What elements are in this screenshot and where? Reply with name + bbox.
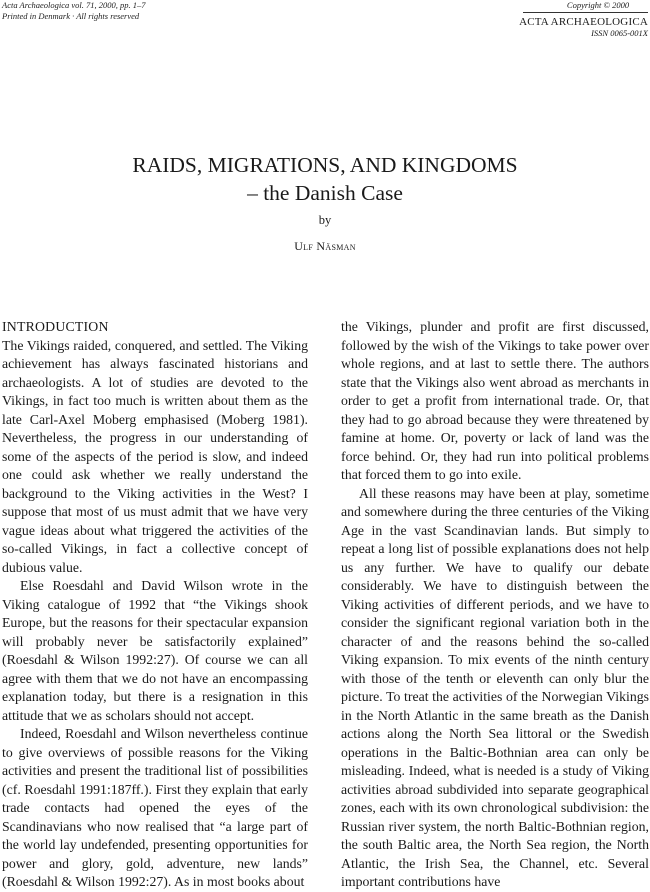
right-column — [341, 318, 649, 892]
journal-citation — [2, 0, 146, 22]
paragraph: Else Roesdahl and David Wilson wrote in the Viking catalogue of 1992 that “the Vikings shook Europe, but the reasons for their spectacular expansion will probably never be satisfactorily explained” (Roesdahl & Wilson 1992:27). Of course we can all agree with them that we do not have an encompassing explanation today, but there is a resignation in this attitude that we as scholars should not accept. — [2, 578, 308, 723]
masthead-rule — [523, 12, 648, 13]
paragraph: Indeed, Roesdahl and Wilson nevertheless continue to give overviews of possible reasons for the Viking activities and present the traditional list of possibilities (cf. Roesdahl 1991:187ff.). First they explain that early trade contacts had opened the eyes of the Scandinavians who now realised that “a large part of the world lay undefended, presenting opportunities for power and glory, gold, adventure, new lands” (Roesdahl & Wilson 1992:27). As in most books about — [2, 726, 308, 889]
paragraph: The Vikings raided, conquered, and settled. The Viking achievement has always fascinated historians and archaeologists. A lot of studies are devoted to the Vikings, in fact too much is written about them as the late Carl-Axel Moberg emphasised (Moberg 1981). Nevertheless, the progress in our understanding of some of the aspects of the period is slow, and indeed one could ask whether we really understand the background to the Viking activities in the West? I suppose that most of us must admit that we have very vague ideas about what triggered the activities of the so-called Vikings, in fact a collective concept of dubious value. — [2, 337, 308, 575]
rights-line: Printed in Denmark · All rights reserved — [2, 11, 140, 21]
byline-by: by — [318, 213, 332, 227]
section-heading: INTRODUCTION — [2, 319, 109, 334]
issn: ISSN 0065-001X — [591, 28, 648, 38]
journal-masthead — [488, 0, 648, 38]
paragraph: the Vikings, plunder and profit are first discussed, followed by the wish of the Vikings to take power over whole regions, and at last to settle there. The authors state that the Vikings also went abroad as merchants in order to get a profit from international trade. Or, that they had to go abroad because they were threatened by famine at home. Or, poverty or lack of land was the force behind. Or, they had run into political problems that forced them to go into exile. — [341, 319, 649, 482]
copyright-notice: Copyright © 2000 — [566, 0, 630, 10]
left-column — [2, 318, 308, 892]
paragraph: All these reasons may have been at play, sometime and somewhere during the three centuries of the Viking Age in the vast Scandinavian lands. But simply to repeat a long list of possible explanations does not help us any further. We have to qualify our debate considerably. We have to distinguish between the Viking activities of different periods, and we have to consider the significant regional variation both in the character of and the reasons behind the so-called Viking expansion. To mix events of the ninth century with those of the tenth or eleventh can only blur the picture. To treat the activities of the Norwegian Vikings in the North Atlantic in the same breath as the Danish actions along the North Sea littoral or the Swedish operations in the Baltic-Bothnian area can only be misleading. Indeed, what is needed is a study of Viking activities abroad subdivided into separate geographical zones, each with its own chronological subdivision: the Russian river system, the north Baltic-Bothnian region, the south Baltic area, the North Sea region, the North Atlantic, the Irish Sea, the Channel, etc. Several important contributions have — [341, 485, 649, 889]
journal-name: ACTA ARCHAEOLOGICA — [519, 16, 648, 28]
article-title: RAIDS, MIGRATIONS, AND KINGDOMS — [132, 153, 518, 177]
article-subtitle: – the Danish Case — [247, 181, 403, 205]
citation-line: Acta Archaeologica vol. 71, 2000, pp. 1–7 — [2, 0, 146, 10]
author-name: Ulf Näsman — [294, 239, 356, 253]
